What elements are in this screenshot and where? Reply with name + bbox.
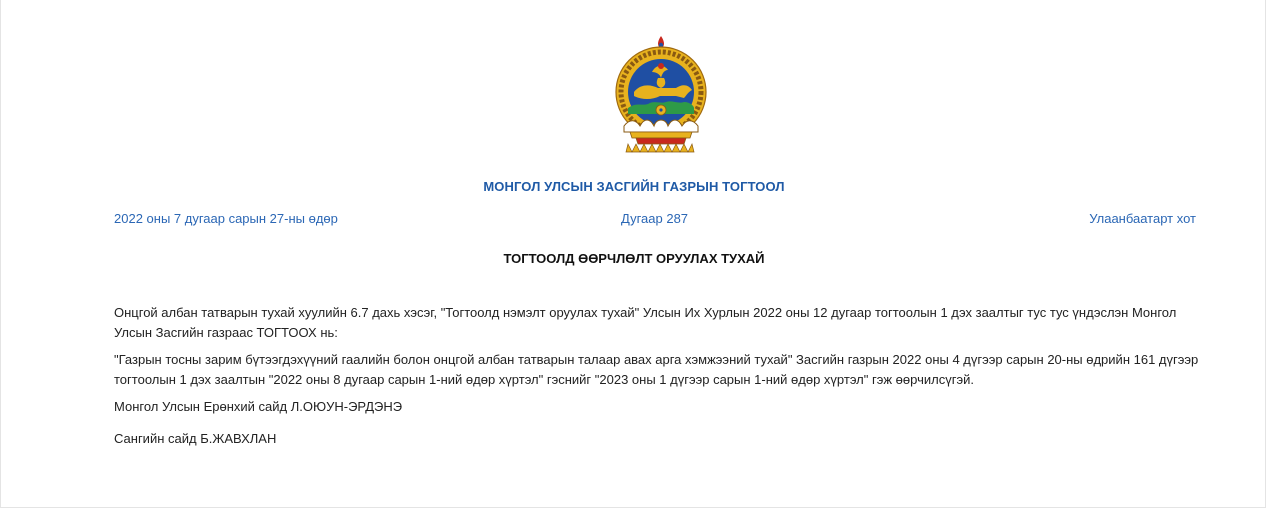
resolution-place: Улаанбаатарт хот: [1089, 211, 1196, 226]
issuer-heading: МОНГОЛ УЛСЫН ЗАСГИЙН ГАЗРЫН ТОГТООЛ: [483, 179, 785, 194]
state-emblem-of-mongolia-icon: [606, 34, 716, 154]
resolution-date: 2022 оны 7 дугаар сарын 27-ны өдөр: [114, 211, 338, 226]
resolution-body: [114, 303, 1204, 461]
resolution-title: ТОГТООЛД ӨӨРЧЛӨЛТ ОРУУЛАХ ТУХАЙ: [503, 251, 765, 266]
resolution-number: Дугаар 287: [621, 211, 689, 226]
signature-finance-minister: Сангийн сайд Б.ЖАВХЛАН: [114, 431, 277, 446]
document-meta: [114, 211, 1196, 229]
signature-prime-minister: Монгол Улсын Ерөнхий сайд Л.ОЮУН-ЭРДЭНЭ: [114, 399, 403, 414]
paragraph: Онцгой албан татварын тухай хуулийн 6.7 дахь хэсэг, "Тогтоолд нэмэлт оруулах тухай" Улсын Их Хурлын 2022 оны 12 дугаар тогтоолын 1 дэх заалтыг тус тус үндэслэн Монгол Улсын Засгийн газраас ТОГТООХ нь:: [114, 305, 1177, 340]
paragraph: "Газрын тосны зарим бүтээгдэхүүний гаалийн болон онцгой албан татварын талаар авах арга хэмжээний тухай" Засгийн газрын 2022 оны 4 дүгээр сарын 20-ны өдрийн 161 дүгээр тогтоолын 1 дэх заалтын "2022 оны 8 дугаар сарын 1-ний өдөр хүртэл" гэснийг "2023 оны 1 дүгээр сарын 1-ний өдөр хүртэл" гэж өөрчилсүгэй.: [114, 352, 1199, 387]
